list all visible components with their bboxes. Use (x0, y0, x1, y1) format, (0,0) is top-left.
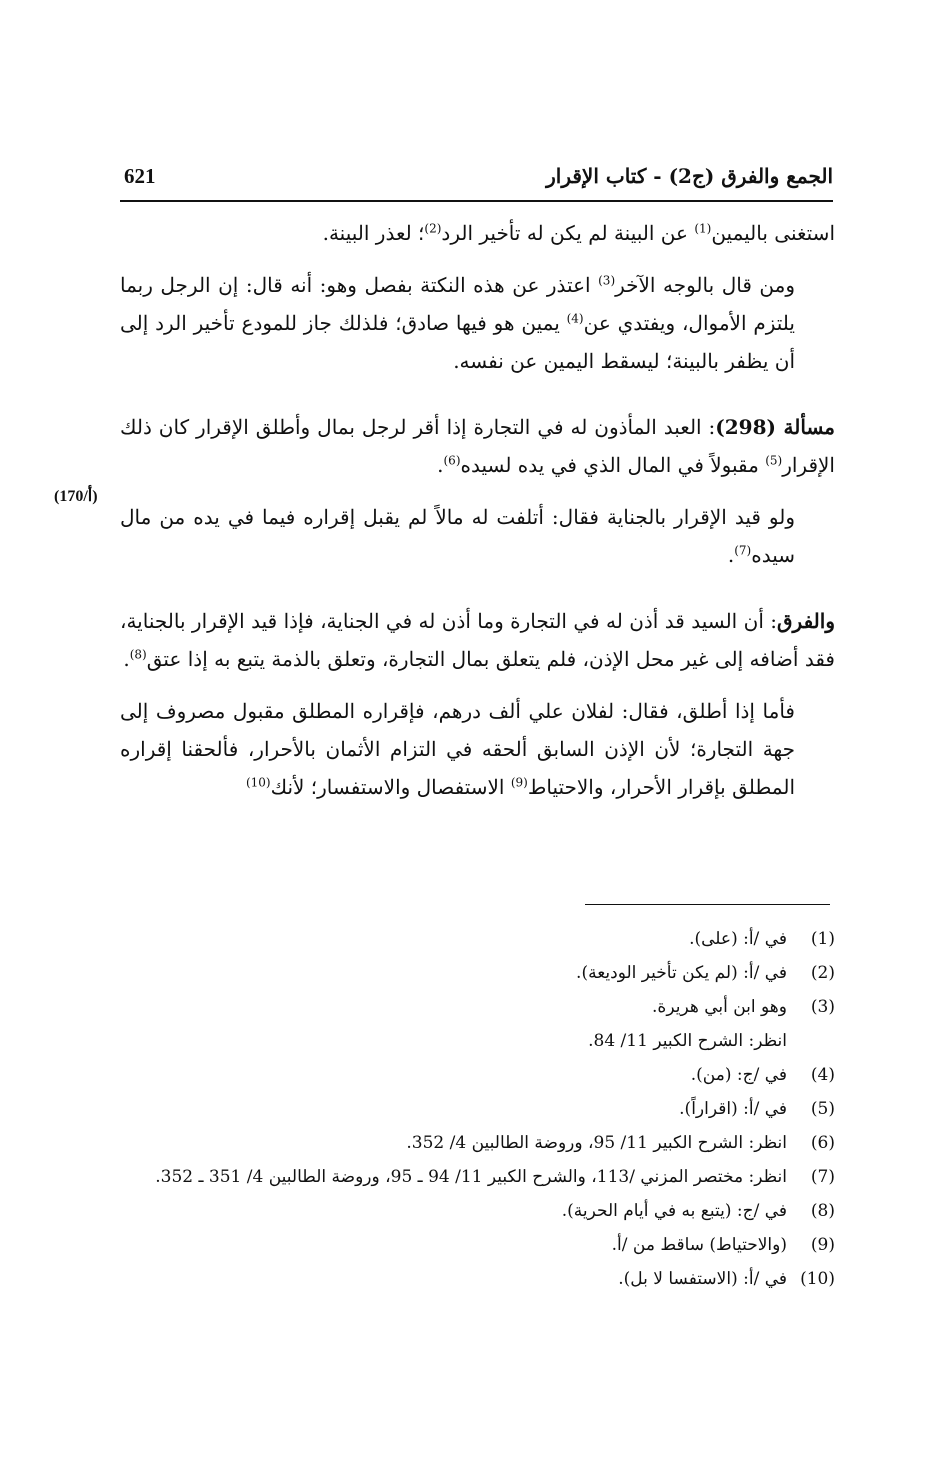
margin-folio-reference: (170/أ) (54, 488, 98, 505)
paragraph-1: استغنى باليمين$^{(1)}$ عن البينة لم يكن له تأخير الرد$^{(2)}$؛ لعذر البينة. (322, 221, 835, 245)
footnote-ref-6: (6) (443, 453, 461, 468)
footnote-2: (2) في /أ: (لم يكن تأخير الوديعة). (576, 963, 835, 983)
footnote-ref-9: (9) (510, 775, 528, 790)
footnote-10: (10) في /أ: (الاستفسا لا بل). (618, 1269, 835, 1289)
difference-paragraph: والفرق: أن السيد قد أذن له في التجارة وما أذن له في الجناية، فإذا قيد الإقرار بالجناية، فقد أضافه إلى غير محل الإذن، فلم يتعلق بمال التجارة، وتعلق بالذمة يتبع به إذا عتق$^{(8)}$. (120, 609, 835, 671)
footnote-ref-2: (2) (424, 221, 442, 236)
difference-heading: والفرق (777, 609, 835, 633)
footnote-ref-7: (7) (734, 543, 752, 558)
footnote-ref-1: (1) (694, 221, 712, 236)
paragraph-2: ومن قال بالوجه الآخر$^{(3)}$ اعتذر عن هذه النكتة بفصل وهو: أنه قال: إن الرجل ربما يلتزم الأموال، ويفتدي عن$^{(4)}$ يمين هو فيها صادق؛ فلذلك جاز للمودع تأخير الرد إلى أن يظفر بالبينة؛ ليسقط اليمين عن نفسه. (120, 273, 795, 373)
footnote-separator (585, 904, 830, 905)
footnotes (120, 922, 835, 1296)
footnote-ref-5: (5) (765, 453, 783, 468)
footnote-ref-8: (8) (129, 647, 147, 662)
main-text (120, 214, 835, 806)
issue-298-paragraph: مسألة (298): العبد المأذون له في التجارة إذا أقر لرجل بمال وأطلق الإقرار كان ذلك الإقرار$^{(5)}$ مقبولاً في المال الذي في يده لسيده$^{(6)}$. (120, 415, 835, 477)
paragraph-4: ولو قيد الإقرار بالجناية فقال: أتلفت له مالاً لم يقبل إقراره فيما في يده من مال سيده$^{(7)}$. (120, 505, 795, 567)
footnote-7: (7) انظر: مختصر المزني /113، والشرح الكبير 11/ 94 ـ 95، وروضة الطالبين 4/ 351 ـ 352. (155, 1167, 835, 1187)
paragraph-6: فأما إذا أطلق، فقال: لفلان علي ألف درهم، فإقراره المطلق مقبول مصروف إلى جهة التجارة؛ لأن الإذن السابق ألحقه في التزام الأثمان بالأحرار، فألحقنا إقراره المطلق بإقرار الأحرار، والاحتياط$^{(9)}$ الاستفصال والاستفسار؛ لأنك$^{(10)}$ (120, 699, 795, 799)
footnote-6: (6) انظر: الشرح الكبير 11/ 95، وروضة الطالبين 4/ 352. (406, 1133, 835, 1153)
page-header (120, 158, 833, 202)
page-number: 621 (124, 164, 156, 188)
footnote-3: (3) وهو ابن أبي هريرة. (652, 997, 835, 1017)
footnote-1: (1) في /أ: (على). (689, 929, 835, 949)
running-title: الجمع والفرق (ج2) - كتاب الإقرار (546, 164, 833, 188)
footnote-3-continuation: انظر: الشرح الكبير 11/ 84. (588, 1031, 787, 1051)
footnote-ref-3: (3) (598, 273, 616, 288)
footnote-ref-10: (10) (245, 775, 271, 790)
footnote-5: (5) في /أ: (اقراراً). (679, 1099, 835, 1119)
issue-heading: مسألة (298) (715, 415, 835, 439)
footnote-ref-4: (4) (566, 311, 584, 326)
footnote-9: (9) (والاحتياط) ساقط من /أ. (611, 1235, 835, 1255)
footnote-4: (4) في /ج: (من). (690, 1065, 835, 1085)
footnote-8: (8) في /ج: (يتبع به في أيام الحرية). (561, 1201, 835, 1221)
